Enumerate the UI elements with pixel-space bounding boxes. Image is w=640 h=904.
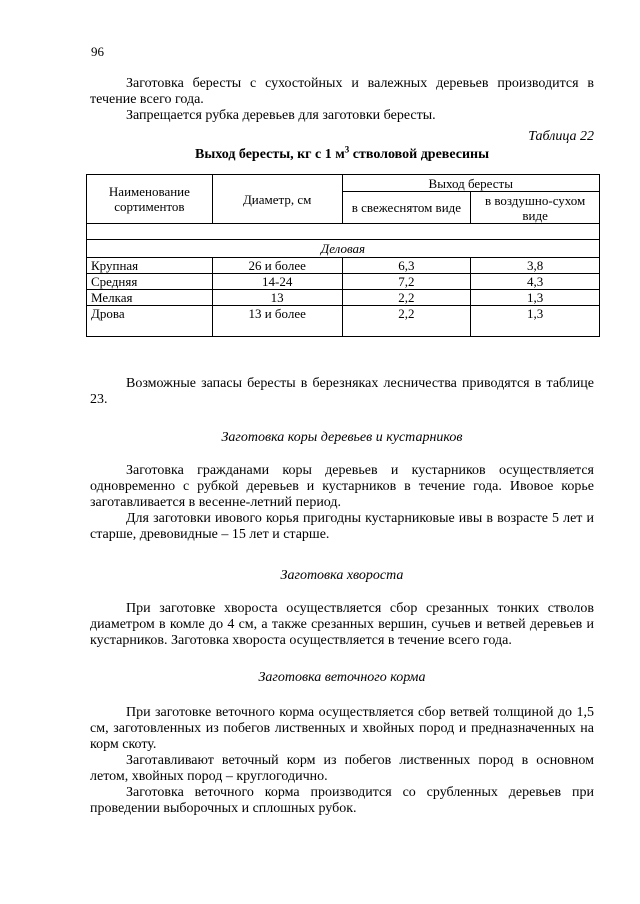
- fodder-paragraph-3: Заготовка веточного корма производится со срубленных деревьев при проведении выборочных и сплошных рубок.: [90, 785, 594, 816]
- row-fresh: 2,2: [342, 290, 471, 306]
- fodder-block: [90, 705, 594, 817]
- table-title-suffix: стволовой древесины: [349, 147, 490, 162]
- row-name: Крупная: [87, 258, 213, 274]
- table-row: [87, 258, 600, 274]
- row-diameter: 14-24: [212, 274, 342, 290]
- spacer-cell: [87, 224, 600, 240]
- row-diameter: 13: [212, 290, 342, 306]
- bark-paragraph-2: Для заготовки ивового корья пригодны кустарниковые ивы в возрасте 5 лет и старше, древовидные – 15 лет и старше.: [90, 511, 594, 542]
- row-dry: 4,3: [471, 274, 600, 290]
- row-name: Дрова: [87, 306, 213, 337]
- row-name: Средняя: [87, 274, 213, 290]
- fodder-paragraph-1: При заготовке веточного корма осуществляется сбор ветвей толщиной до 1,5 см, заготовленных из побегов лиственных и хвойных пород и предназначенных на корм скоту.: [90, 705, 594, 752]
- header-dry: в воздушно-сухом виде: [471, 192, 600, 224]
- row-diameter: 13 и более: [212, 306, 342, 337]
- intro-paragraph-2: Запрещается рубка деревьев для заготовки бересты.: [126, 108, 436, 123]
- row-name: Мелкая: [87, 290, 213, 306]
- row-dry: 1,3: [471, 306, 600, 337]
- table-group-row: [87, 240, 600, 258]
- table-caption: Таблица 22: [528, 129, 594, 144]
- after-table-block: [90, 376, 594, 408]
- header-yield: Выход бересты: [342, 175, 600, 192]
- header-fresh: в свежеснятом виде: [342, 192, 471, 224]
- section-heading-fodder: Заготовка веточного корма: [258, 670, 426, 685]
- row-dry: 1,3: [471, 290, 600, 306]
- intro-paragraph-1: Заготовка бересты с сухостойных и валежных деревьев производится в течение всего года.: [90, 76, 594, 107]
- table-header-row: [87, 175, 600, 192]
- intro-block: [90, 76, 594, 124]
- brushwood-block: [90, 601, 594, 649]
- fodder-paragraph-2: Заготавливают веточный корм из побегов лиственных пород в основном летом, хвойных пород – круглогодично.: [90, 753, 594, 784]
- page-number: 96: [91, 44, 104, 59]
- header-diameter: Диаметр, см: [212, 175, 342, 224]
- table-spacer-row: [87, 224, 600, 240]
- after-table-paragraph: Возможные запасы бересты в березняках лесничества приводятся в таблице 23.: [90, 376, 594, 407]
- header-name: Наименование сортиментов: [87, 175, 213, 224]
- row-fresh: 7,2: [342, 274, 471, 290]
- section-heading-bark: Заготовка коры деревьев и кустарников: [221, 430, 463, 445]
- table-title: [90, 144, 594, 163]
- group-label: Деловая: [87, 240, 600, 258]
- table-row: [87, 274, 600, 290]
- row-fresh: 2,2: [342, 306, 471, 337]
- table-title-text: Выход бересты, кг с 1 м: [194, 147, 345, 162]
- table-row: [87, 290, 600, 306]
- berry-bark-table: [86, 174, 600, 337]
- row-diameter: 26 и более: [212, 258, 342, 274]
- bark-block: [90, 463, 594, 543]
- table-title-superscript: 3: [344, 144, 350, 155]
- row-fresh: 6,3: [342, 258, 471, 274]
- bark-paragraph-1: Заготовка гражданами коры деревьев и кустарников осуществляется одновременно с рубкой деревьев и кустарников в течение года. Ивовое корье заготавливается в весенне-летний период.: [90, 463, 594, 510]
- table-row: [87, 306, 600, 337]
- brushwood-paragraph-1: При заготовке хвороста осуществляется сбор срезанных тонких стволов диаметром в комле до 4 см, а также срезанных вершин, сучьев и ветвей деревьев и кустарников. Заготовка хвороста осуществляется в течение всего года.: [90, 601, 594, 648]
- section-heading-brushwood: Заготовка хвороста: [280, 568, 404, 583]
- row-dry: 3,8: [471, 258, 600, 274]
